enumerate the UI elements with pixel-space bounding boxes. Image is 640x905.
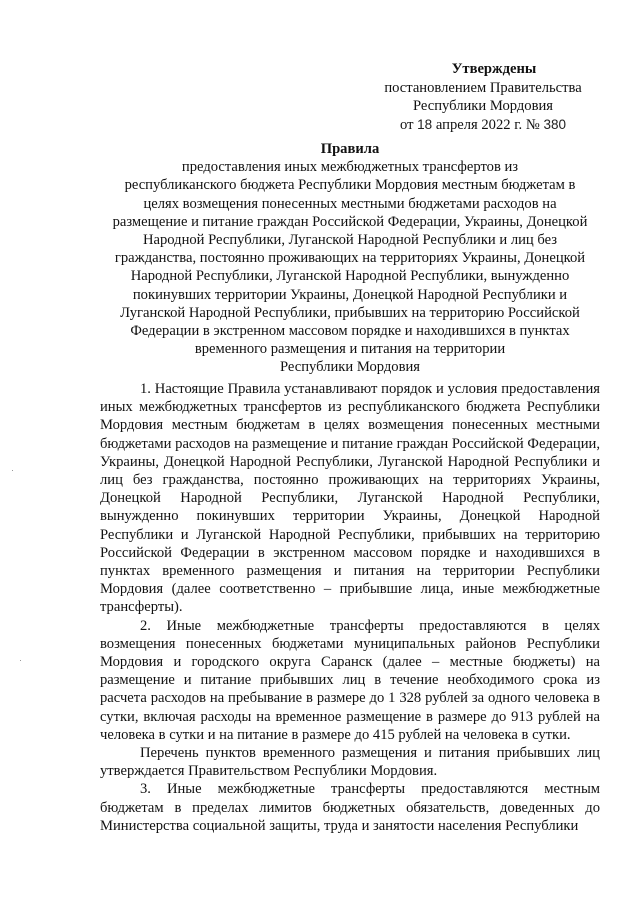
rules-subtitle-line: целях возмещения понесенных местными бюджетами расходов на	[143, 195, 557, 212]
rules-subtitle-line: Народной Республики, Луганской Народной Республики, вынужденно	[130, 268, 570, 285]
approval-date-prefix: от	[400, 116, 414, 133]
scan-speck	[20, 660, 21, 661]
approval-day: 18	[417, 116, 433, 132]
rules-subtitle-line: гражданства, постоянно проживающих на территориях Украины, Донецкой	[114, 250, 586, 267]
rules-subtitle-line: размещение и питание граждан Российской Федерации, Украины, Донецкой	[112, 213, 588, 230]
rules-subtitle-line: Федерации в экстренном массовом порядке и находившихся в пунктах	[130, 323, 570, 340]
approval-date-rest: апреля 2022 г. №	[435, 116, 540, 133]
scan-speck	[12, 470, 13, 471]
rules-subtitle	[100, 158, 600, 376]
body-paragraph: 2. Иные межбюджетные трансферты предоставляются в целях возмещения понесенных бюджетами муниципальных районов Республики Мордовия и городского округа Саранск (далее – местные бюджеты) на размещение и питание прибывших лиц в течение необходимого срока из расчета расходов на пребывание в размере до 1 328 рублей за одного человека в сутки, включая расходы на временное размещение в размере до 913 рублей на человека в сутки и на питание в размере до 415 рублей на человека в сутки.	[100, 617, 600, 743]
rules-title-block	[100, 140, 600, 377]
approval-number: 380	[543, 116, 566, 132]
rules-subtitle-line: временного размещения и питания на территории	[194, 341, 506, 358]
rules-subtitle-line: Республики Мордовия	[279, 359, 420, 376]
body-paragraph: 1. Настоящие Правила устанавливают порядок и условия предоставления иных межбюджетных трансфертов из республиканского бюджета Республики Мордовия местным бюджетам в целях возмещения понесенных местными бюджетами расходов на размещение и питание граждан Российской Федерации, Украины, Донецкой Народной Республики, Луганской Народной Республики и лиц без гражданства, постоянно проживающих на территориях Украины, Донецкой Народной Республики, Луганской Народной Республики, вынужденно покинувших территории Украины, Донецкой Народной Республики и Луганской Народной Республики, прибывших на территорию Российской Федерации в экстренном массовом порядке и находившихся в пунктах временного размещения и питания на территории Республики Мордовия (далее соответственно – прибывшие лица, иные межбюджетные трансферты).	[100, 381, 600, 616]
rules-subtitle-line: покинувших территории Украины, Донецкой Народной Республики и	[132, 286, 568, 303]
body-paragraph: 3. Иные межбюджетные трансферты предоставляются местным бюджетам в пределах лимитов бюджетных обязательств, доведенных до Министерства социальной защиты, труда и занятости населения Республики	[100, 781, 600, 834]
body-paragraph: Перечень пунктов временного размещения и питания прибывших лиц утверждается Правительством Республики Мордовия.	[100, 745, 600, 780]
approval-heading: Утверждены	[451, 61, 537, 77]
approval-stamp	[358, 60, 608, 134]
rules-subtitle-line: республиканского бюджета Республики Мордовия местным бюджетам в	[124, 177, 576, 194]
document-body	[100, 380, 600, 835]
rules-subtitle-line: Луганской Народной Республики, прибывших на территорию Российской	[120, 304, 580, 321]
rules-subtitle-line: предоставления иных межбюджетных трансфертов из	[181, 159, 519, 176]
rules-subtitle-line: Народной Республики, Луганской Народной Республики и лиц без	[142, 232, 558, 249]
approval-date-line	[358, 116, 608, 135]
rules-heading: Правила	[320, 141, 380, 157]
approval-line-1: постановлением Правительства	[384, 79, 582, 96]
approval-line-2: Республики Мордовия	[412, 98, 553, 114]
